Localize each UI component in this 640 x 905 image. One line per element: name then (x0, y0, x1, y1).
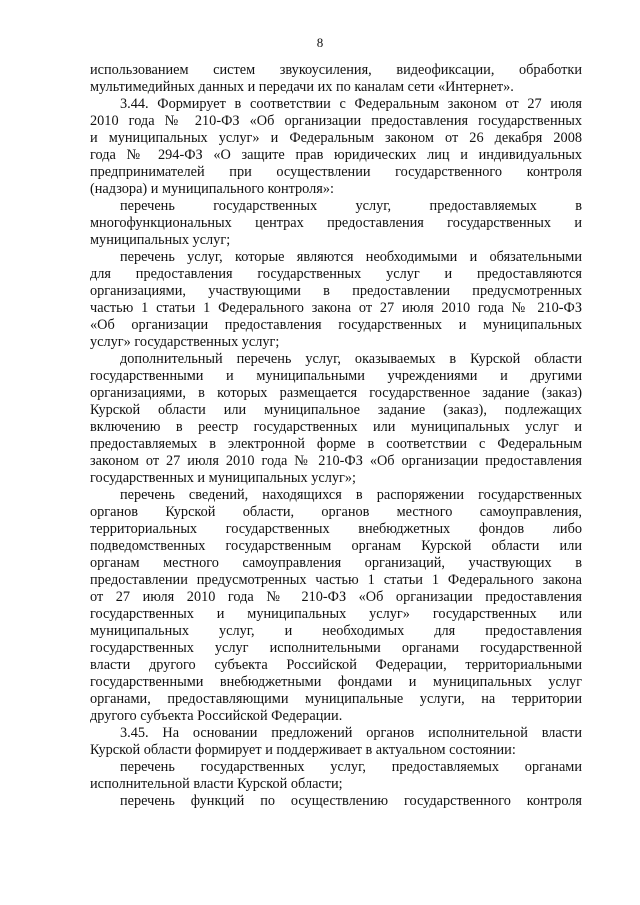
text-line: предоставляемых в электронной форме в соответствии с Федеральным (90, 436, 582, 452)
text-line: органам местного самоуправления организаций, участвующих в (90, 555, 582, 571)
text-line: органами, предоставляющими муниципальные услуги, на территории (90, 691, 582, 707)
text-line: Курской области или муниципальное задание (заказ), подлежащих (90, 402, 582, 418)
text-line: территориальных государственных внебюджетных фондов либо (90, 521, 582, 537)
text-line: государственных и муниципальных услуг» государственных или (90, 606, 582, 622)
text-line: «Об организации предоставления государственных и муниципальных (90, 317, 582, 333)
text-line: предпринимателей при осуществлении государственного контроля (90, 164, 582, 180)
text-line: перечень услуг, которые являются необходимыми и обязательными (120, 249, 582, 265)
text-line: 3.45. На основании предложений органов исполнительной власти (120, 725, 582, 741)
text-line: многофункциональных центрах предоставления государственных и (90, 215, 582, 231)
text-line: для предоставления государственных услуг и предоставляются (90, 266, 582, 282)
text-line: дополнительный перечень услуг, оказываемых в Курской области (120, 351, 582, 367)
document-body (90, 62, 582, 810)
text-line: от 27 июля 2010 года № 210-ФЗ «Об организации предоставления (90, 589, 582, 605)
text-line: 2010 года № 210-ФЗ «Об организации предоставления государственных (90, 113, 582, 129)
text-line: предоставлении предусмотренных частью 1 статьи 1 Федерального закона (90, 572, 582, 588)
text-line: организациями, участвующими в предоставлении предусмотренных (90, 283, 582, 299)
text-line: включению в реестр государственных или муниципальных услуг и (90, 419, 582, 435)
text-line: власти другого субъекта Российской Федерации, территориальными (90, 657, 582, 673)
page-number: 8 (316, 35, 324, 50)
text-line: муниципальных услуг; (90, 232, 231, 248)
text-line: государственных услуг исполнительными органами государственной (90, 640, 582, 656)
text-line: Курской области формирует и поддерживает в актуальном состоянии: (90, 742, 516, 758)
text-line: перечень государственных услуг, предоставляемых в (120, 198, 582, 214)
text-line: государственных и муниципальных услуг»; (90, 470, 356, 486)
text-line: организациями, в которых размещается государственное задание (заказ) (90, 385, 582, 401)
text-line: года № 294-ФЗ «О защите прав юридических лиц и индивидуальных (90, 147, 582, 163)
text-line: перечень сведений, находящихся в распоряжении государственных (120, 487, 582, 503)
text-line: и муниципальных услуг» и Федеральным законом от 26 декабря 2008 (90, 130, 582, 146)
text-line: (надзора) и муниципального контроля»: (90, 181, 334, 197)
text-line: другого субъекта Российской Федерации. (90, 708, 343, 724)
text-line: мультимедийных данных и передачи их по каналам сети «Интернет». (90, 79, 514, 95)
text-line: государственными и муниципальными учреждениями и другими (90, 368, 582, 384)
text-line: исполнительной власти Курской области; (90, 776, 343, 792)
text-line: законом от 27 июля 2010 года № 210-ФЗ «Об организации предоставления (90, 453, 582, 469)
text-line: частью 1 статьи 1 Федерального закона от 27 июля 2010 года № 210-ФЗ (90, 300, 582, 316)
text-line: услуг» государственных услуг; (90, 334, 280, 350)
text-line: муниципальных услуг, и необходимых для предоставления (90, 623, 582, 639)
text-line: подведомственных государственным органам Курской области или (90, 538, 582, 554)
text-line: государственными внебюджетными фондами и муниципальных услуг (90, 674, 582, 690)
text-line: использованием систем звукоусиления, видеофиксации, обработки (90, 62, 582, 78)
text-line: перечень государственных услуг, предоставляемых органами (120, 759, 582, 775)
text-line: органов Курской области, органов местного самоуправления, (90, 504, 582, 520)
text-line: перечень функций по осуществлению государственного контроля (120, 793, 582, 809)
text-line: 3.44. Формирует в соответствии с Федеральным законом от 27 июля (120, 96, 582, 112)
